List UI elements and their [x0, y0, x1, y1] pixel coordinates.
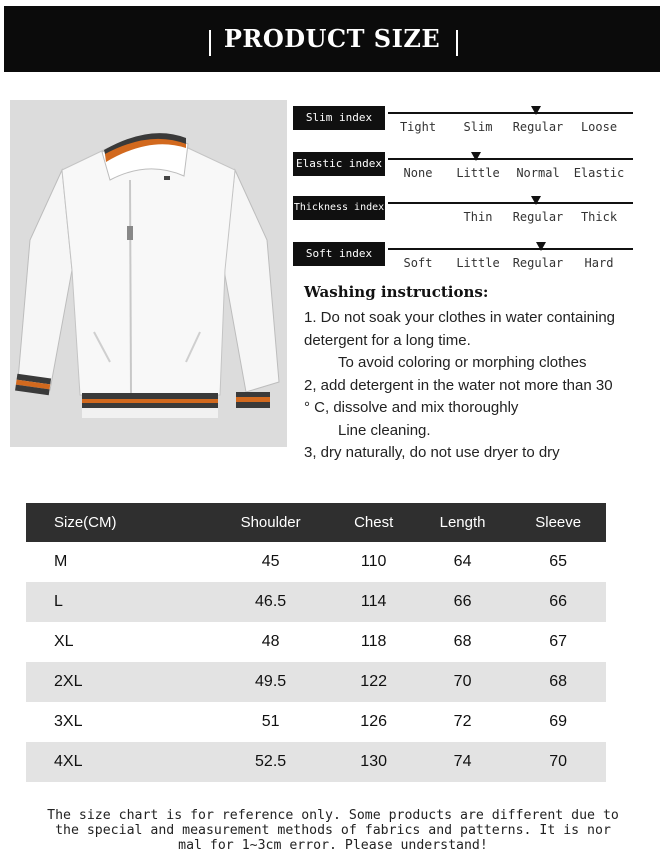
size-table [26, 503, 606, 782]
table-cell: 49.5 [209, 662, 333, 702]
slim-index-line [388, 112, 633, 114]
thickness-index-row [293, 194, 633, 230]
scale-item: Regular [512, 210, 564, 224]
table-cell: 70 [415, 662, 511, 702]
elastic-index-marker-icon [471, 152, 481, 161]
scale-item: Tight [399, 120, 437, 134]
column-header: Sleeve [510, 503, 606, 542]
soft-index-row [293, 240, 633, 276]
jacket-image [10, 100, 287, 447]
table-cell: 45 [261, 553, 280, 570]
slim-index-marker-icon [531, 106, 541, 115]
table-cell: 122 [333, 662, 415, 702]
scale-item: Regular [512, 256, 564, 270]
table-cell: 52.5 [209, 742, 333, 782]
thickness-index-label: Thickness index [293, 196, 385, 220]
table-row [26, 742, 606, 782]
soft-index-marker-icon [536, 242, 546, 251]
table-cell: 118 [360, 633, 387, 650]
page-title: PRODUCT SIZE [223, 24, 441, 53]
table-cell: 110 [360, 553, 387, 570]
column-header: Chest [333, 503, 415, 542]
table-row [26, 662, 606, 702]
table-cell: 67 [549, 633, 568, 650]
table-row [26, 542, 606, 582]
washing-title: Washing instructions: [304, 283, 489, 301]
scale-item: Slim [463, 120, 493, 134]
table-cell: 3XL [54, 713, 83, 730]
scale-item: Loose [580, 120, 618, 134]
washing-line: 1. Do not soak your clothes in water containing [304, 309, 616, 326]
table-cell: 130 [333, 742, 415, 782]
table-cell: 114 [333, 582, 415, 622]
elastic-index-label: Elastic index [293, 152, 385, 176]
table-cell: 69 [549, 713, 568, 730]
washing-line: To avoid coloring or morphing clothes [338, 354, 587, 371]
product-photo [10, 100, 287, 447]
table-cell: 72 [453, 713, 472, 730]
washing-line: ° C, dissolve and mix thoroughly [304, 399, 519, 416]
scale-item: Hard [584, 256, 614, 270]
page-header [4, 6, 660, 72]
scale-item: Elastic [573, 166, 625, 180]
slim-index-row [293, 104, 633, 140]
washing-line: 2, add detergent in the water not more than 30 [304, 376, 613, 394]
table-cell: L [26, 582, 209, 622]
scale-item: Regular [512, 120, 564, 134]
table-cell: 66 [415, 582, 511, 622]
table-cell: 68 [453, 633, 472, 650]
soft-index-label: Soft index [293, 242, 385, 266]
table-cell: 48 [261, 633, 280, 650]
table-cell: 66 [510, 582, 606, 622]
thickness-index-marker-icon [531, 196, 541, 205]
table-cell: 4XL [26, 742, 209, 782]
disclaimer-line: the special and measurement methods of fabrics and patterns. It is nor [55, 823, 611, 838]
slim-index-label: Slim index [293, 106, 385, 130]
washing-instructions [304, 283, 656, 465]
washing-line: Line cleaning. [338, 421, 431, 439]
washing-line: 3, dry naturally, do not use dryer to dry [304, 444, 560, 461]
table-header-row [26, 503, 606, 542]
table-cell: 68 [510, 662, 606, 702]
table-cell: 64 [453, 553, 472, 570]
scale-item: Normal [516, 166, 560, 180]
elastic-index-row [293, 150, 633, 186]
table-cell: M [54, 553, 68, 570]
header-divider-right [456, 30, 458, 56]
column-header: Length [415, 503, 511, 542]
size-disclaimer [8, 808, 658, 853]
table-cell: 2XL [26, 662, 209, 702]
table-cell: 126 [360, 713, 387, 730]
soft-index-line [388, 248, 633, 250]
table-row [26, 622, 606, 662]
thickness-index-line [388, 202, 633, 204]
table-cell: 74 [415, 742, 511, 782]
table-row [26, 702, 606, 742]
table-cell: 46.5 [209, 582, 333, 622]
washing-line: detergent for a long time. [304, 331, 471, 349]
table-cell: XL [54, 633, 74, 650]
column-header: Size(CM) [26, 503, 209, 542]
table-cell: 51 [261, 713, 280, 730]
scale-item: Thin [463, 210, 493, 224]
scale-item: None [403, 166, 433, 180]
table-cell: 70 [510, 742, 606, 782]
scale-item: Thick [580, 210, 618, 224]
column-header: Shoulder [209, 503, 333, 542]
right-cuff [236, 392, 270, 408]
table-row [26, 582, 606, 622]
disclaimer-line: The size chart is for reference only. Some products are different due to [47, 808, 619, 823]
scale-item: Little [456, 166, 500, 180]
table-cell: 65 [549, 553, 568, 570]
scale-item: Little [456, 256, 500, 270]
disclaimer-line: mal for 1~3cm error. Please understand! [178, 838, 488, 853]
elastic-index-line [388, 158, 633, 160]
scale-item: Soft [403, 256, 433, 270]
